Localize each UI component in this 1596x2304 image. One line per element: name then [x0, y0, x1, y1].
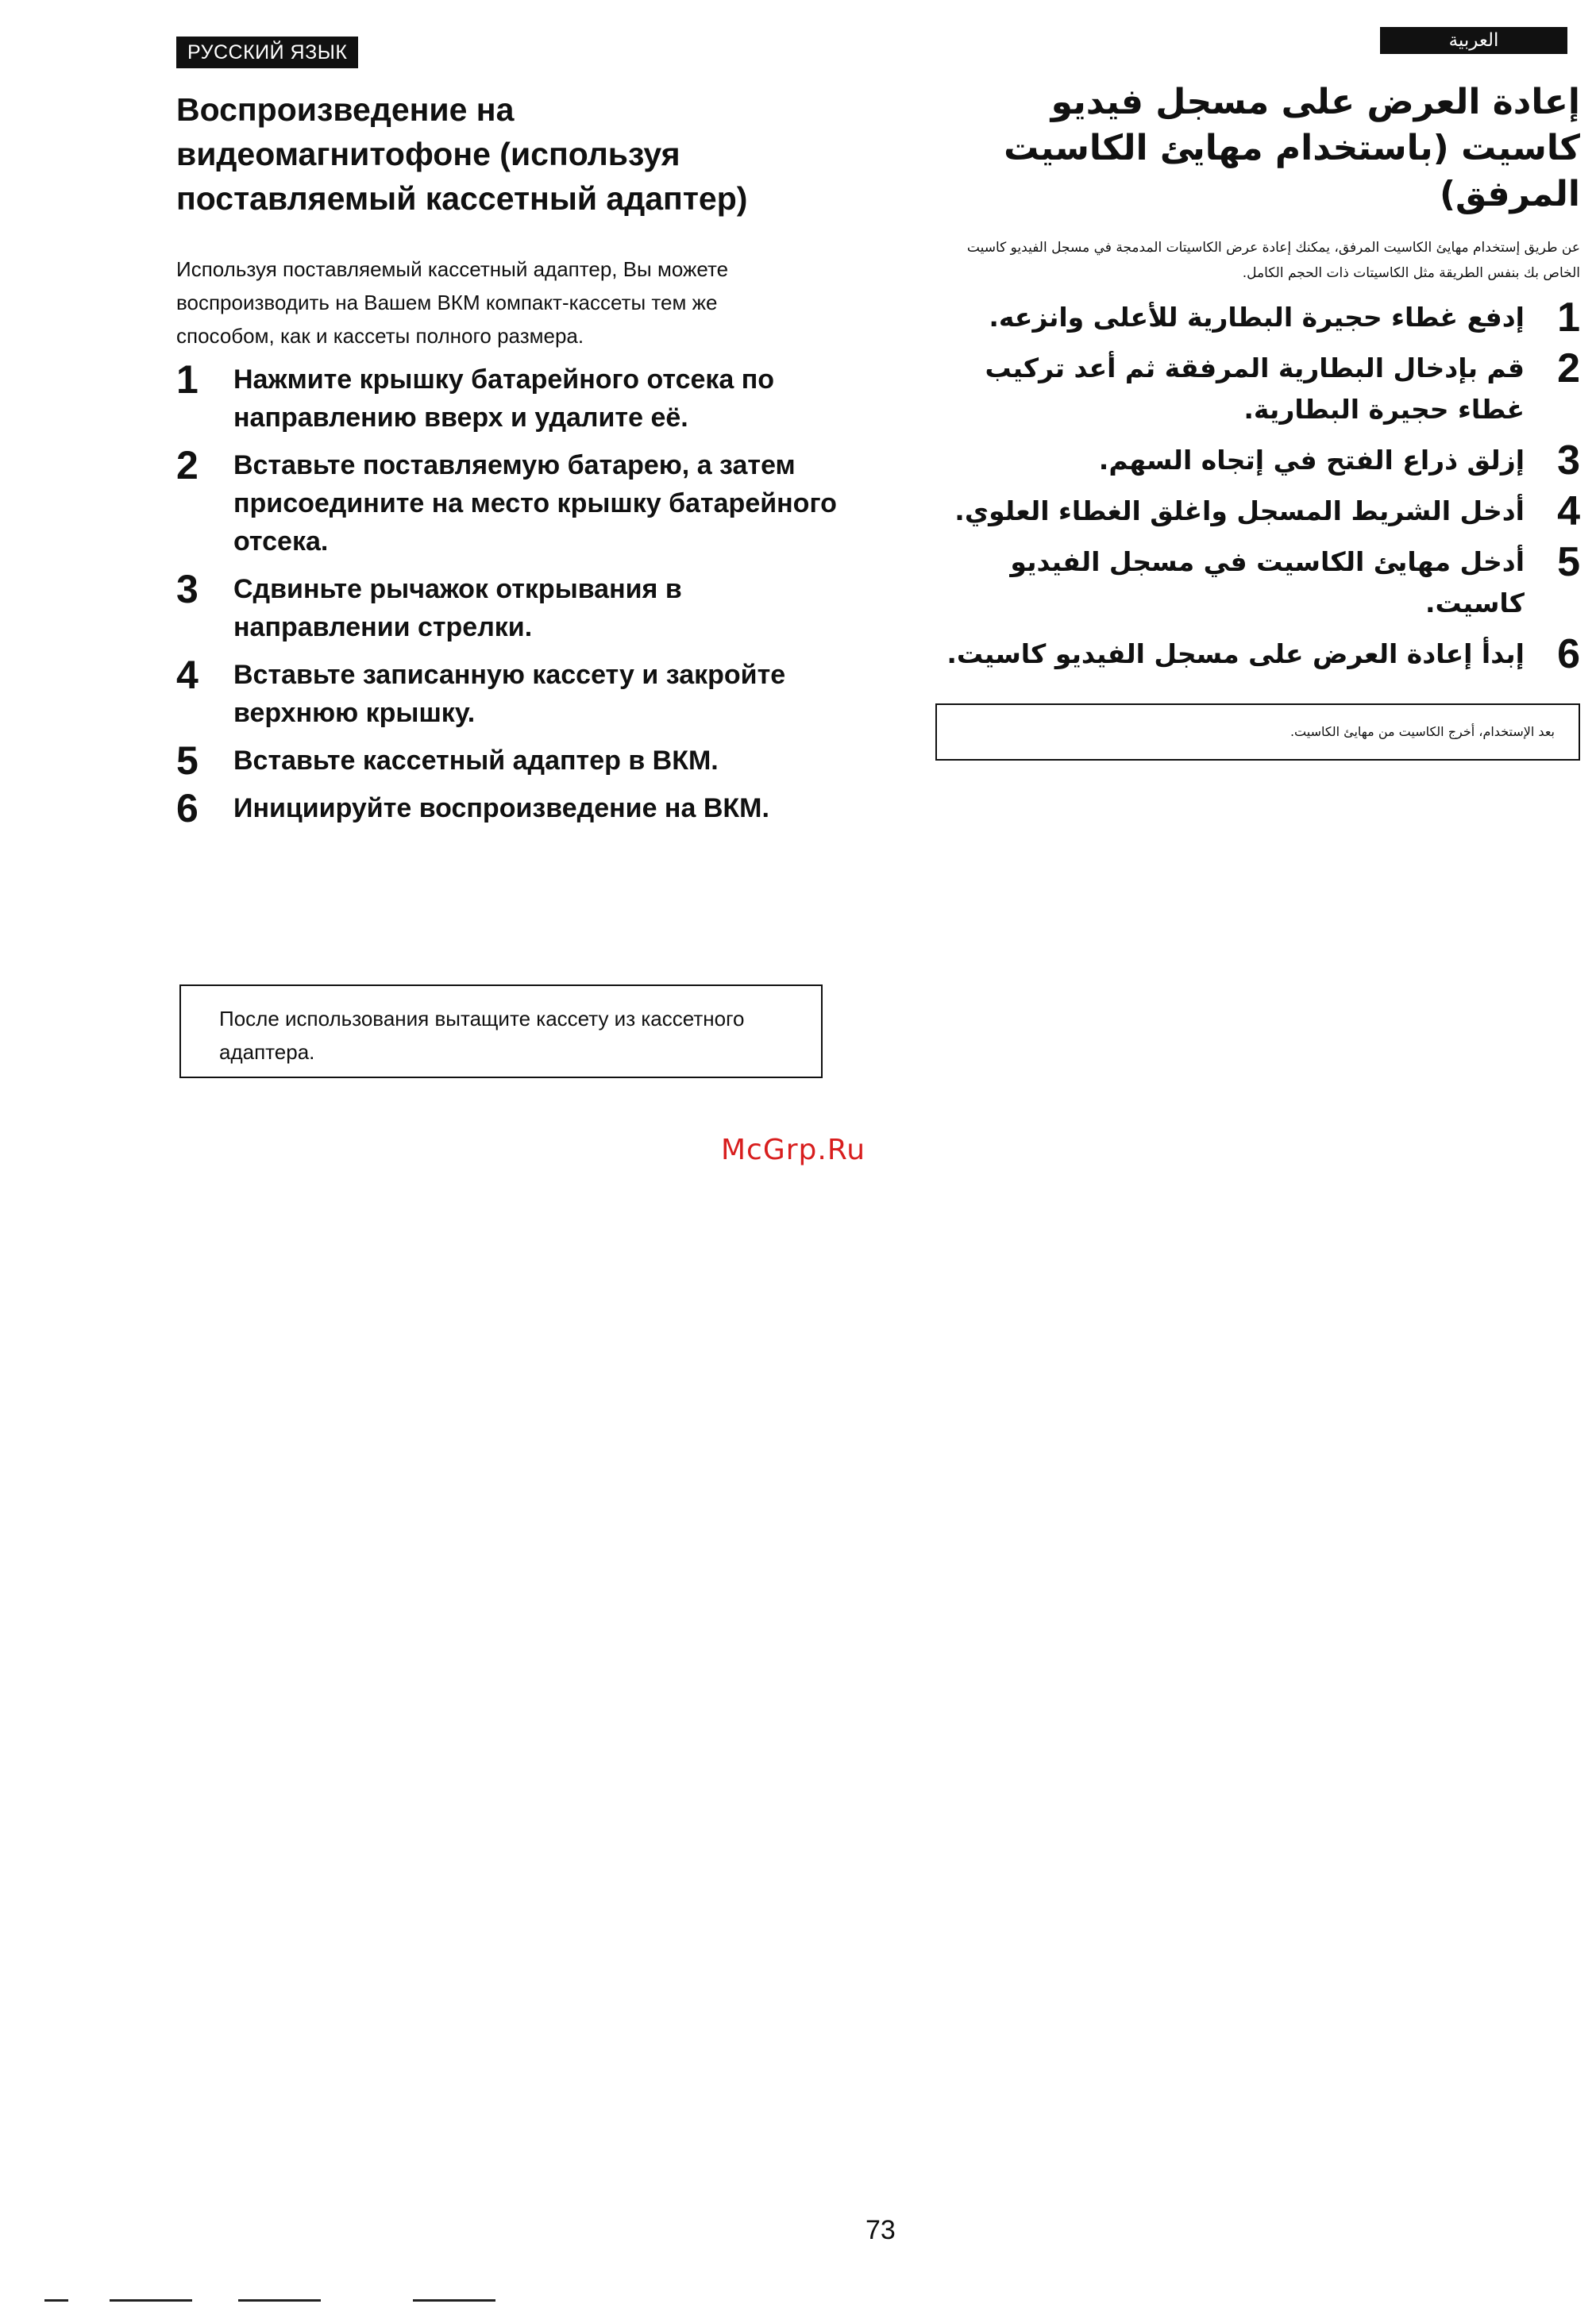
russian-step	[176, 567, 837, 646]
step-number: 6	[1557, 631, 1580, 677]
print-rule	[44, 2299, 68, 2302]
russian-steps	[176, 357, 837, 830]
step-number: 4	[176, 653, 199, 697]
step-number: 4	[1557, 488, 1580, 534]
arabic-step	[937, 345, 1580, 430]
arabic-step	[937, 488, 1580, 534]
page-number: 73	[865, 2215, 896, 2245]
language-tag-russian: РУССКИЙ ЯЗЫК	[176, 37, 358, 68]
russian-title: Воспроизведение на видеомагнитофоне (используя поставляемый кассетный адаптер)	[176, 91, 748, 217]
step-text: Вставьте записанную кассету и закройте верхнюю крышку.	[233, 660, 786, 728]
print-rule	[413, 2299, 495, 2302]
step-number: 3	[1557, 437, 1580, 484]
step-text: أدخل مهايئ الكاسيت في مسجل الفيديو كاسيت.	[1010, 546, 1525, 618]
arabic-step	[937, 295, 1580, 341]
language-tag-arabic: العربية	[1380, 27, 1567, 54]
step-text: Вставьте поставляемую батарею, а затем присоедините на место крышку батарейного отсека.	[233, 450, 837, 557]
arabic-intro: عن طريق إستخدام مهايئ الكاسيت المرفق، يمكنك إعادة عرض الكاسيتات المدمجة في مسجل الفيديو كاسيت الخاص بك بنفس الطريقة مثل الكاسيتات ذات الحجم الكامل.	[966, 240, 1580, 281]
step-text: Вставьте кассетный адаптер в ВКМ.	[233, 746, 719, 776]
arabic-section	[937, 79, 1580, 684]
step-text: إزلق ذراع الفتح في إتجاه السهم.	[1098, 445, 1525, 476]
step-text: قم بإدخال البطارية المرفقة ثم أعد تركيب غطاء حجيرة البطارية.	[985, 353, 1525, 425]
russian-step	[176, 653, 837, 732]
arabic-step	[937, 631, 1580, 677]
print-rule	[110, 2299, 192, 2302]
step-number: 2	[176, 443, 199, 487]
step-number: 5	[1557, 539, 1580, 585]
step-text: Инициируйте воспроизведение на ВКМ.	[233, 793, 769, 823]
russian-step	[176, 786, 837, 830]
arabic-title: إعادة العرض على مسجل فيديو كاسيت (باستخدام مهايئ الكاسيت المرفق)	[1004, 82, 1580, 214]
russian-step	[176, 357, 837, 437]
step-text: Нажмите крышку батарейного отсека по направлению вверх и удалите её.	[233, 364, 775, 433]
arabic-steps	[937, 297, 1580, 675]
print-rule	[238, 2299, 321, 2302]
step-number: 3	[176, 567, 199, 611]
russian-note-box: После использования вытащите кассету из кассетного адаптера.	[179, 984, 823, 1078]
step-number: 1	[176, 357, 199, 402]
step-number: 6	[176, 786, 199, 830]
russian-step	[176, 738, 837, 783]
step-number: 1	[1557, 295, 1580, 341]
arabic-step	[937, 437, 1580, 484]
step-text: إدفع غطاء حجيرة البطارية للأعلى وانزعه.	[989, 302, 1525, 333]
russian-intro: Используя поставляемый кассетный адаптер, Вы можете воспроизводить на Вашем ВКМ компакт-кассеты тем же способом, как и кассеты полного размера.	[176, 257, 729, 348]
arabic-note-box: بعد الإستخدام، أخرج الكاسيت من مهايئ الكاسيت.	[935, 703, 1580, 761]
arabic-step	[937, 541, 1580, 624]
russian-section	[176, 87, 835, 837]
step-text: Сдвиньте рычажок открывания в направлении стрелки.	[233, 574, 682, 642]
russian-step	[176, 443, 837, 561]
step-number: 2	[1557, 345, 1580, 391]
watermark: McGrp.Ru	[721, 1134, 866, 1166]
step-text: إبدأ إعادة العرض على مسجل الفيديو كاسيت.	[946, 638, 1525, 669]
step-text: أدخل الشريط المسجل واغلق الغطاء العلوي.	[954, 495, 1525, 526]
step-number: 5	[176, 738, 199, 783]
